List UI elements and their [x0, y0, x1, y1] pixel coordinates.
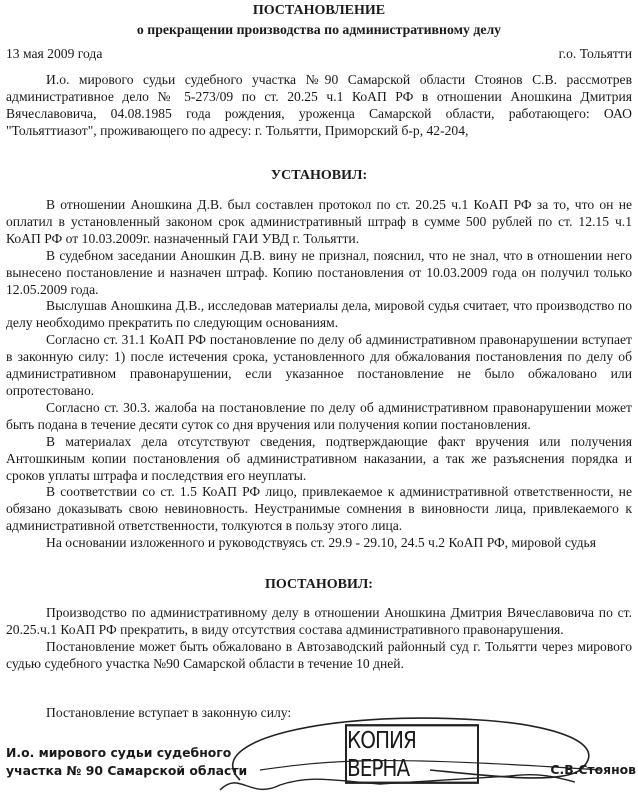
intro-block [6, 72, 632, 140]
paragraph: Согласно ст. 31.1 КоАП РФ постановление по делу об административном правонарушении вступает в законную силу: 1) после истечения срока, установленного для обжалования постановления по делу об административном правонарушении, если указанное постановление не было обжаловано или опротестовано. [6, 332, 632, 398]
paragraph: Постановление может быть обжаловано в Автозаводский районный суд г. Тольятти через мирового судью судебного участка №90 Самарской области в течение 10 дней. [6, 638, 632, 671]
ruled-block [6, 605, 632, 673]
copy-verified-stamp [345, 724, 479, 784]
paragraph: В судебном заседании Аношкин Д.В. вину не признал, пояснил, что не знал, что в отношении него вынесено постановление и назначен штраф. Копию постановления от 10.03.2009 года он получил только 12.05.2009 года. [6, 247, 632, 297]
paragraph: Согласно ст. 30.3. жалоба на постановление по делу об административном правонарушении может быть подана в течение десяти суток со дня вручения или получения копии постановления. [6, 399, 632, 432]
document-subtitle: о прекращении производства по административному делу [136, 22, 502, 37]
document-title: ПОСТАНОВЛЕНИЕ [252, 3, 386, 18]
paragraph: В материалах дела отсутствуют сведения, подтверждающие факт вручения или получения Антошкиным копии постановления об административном наказании, а так же разъяснения порядка и сроков уплаты штрафа и последствия его неуплаты. [6, 433, 632, 483]
paragraph: Производство по административному делу в отношении Аношкина Дмитрия Вячеславовича по ст. 20.25.ч.1 КоАП РФ прекратить, в виду отсутствия состава административного правонарушения. [6, 605, 632, 637]
paragraph: В соответствии со ст. 1.5 КоАП РФ лицо, привлекаемое к административной ответственности, не обязано доказывать свою невиновность. Неустранимые сомнения в виновности лица, привлекаемого к административной ответственности, толкуются в пользу этого лица. [6, 484, 632, 534]
stamp-text: КОПИЯ ВЕРНА [347, 726, 416, 782]
established-block [6, 197, 632, 552]
paragraph: В отношении Аношкина Д.В. был составлен протокол по ст. 20.25 ч.1 КоАП РФ за то, что он не оплатил в установленный законом срок административный штраф в сумме 500 рублей по ст. 12.15 ч.1 КоАП РФ от 10.03.2009г. назначенный ГАИ УВД г. Тольятти. [6, 197, 632, 246]
signatory-name: С.В.Стоянов [550, 762, 636, 777]
paragraph: Выслушав Аношкина Д.В., исследовав материалы дела, мировой судья считает, что производство по делу необходимо прекратить по следующим основаниям. [6, 298, 632, 331]
established-heading: УСТАНОВИЛ: [270, 168, 368, 183]
paragraph: На основании изложенного и руководствуясь ст. 29.9 - 29.10, 24.5 ч.2 КоАП РФ, мировой судья [46, 535, 596, 551]
document-date: 13 мая 2009 года [6, 46, 103, 61]
document-place: г.о. Тольятти [558, 46, 632, 61]
date-place-row [6, 46, 632, 62]
ruled-heading: ПОСТАНОВИЛ: [265, 577, 373, 592]
effective-note: Постановление вступает в законную силу: [46, 705, 292, 720]
position-line: И.о. мирового судьи судебного [6, 745, 232, 760]
position-line: участка № 90 Самарской области [6, 763, 248, 778]
intro-paragraph: И.о. мирового судьи судебного участка №90 Самарской области Стоянов С.В. рассмотрев административное дело № 5-273/09 по ст. 20.25 ч.1 КоАП РФ в отношении Аношкина Дмитрия Вячеславовича, 04.08.1985 года рождения, уроженца Самарской области, работающего: ОАО "Тольяттиазот", проживающего по адресу: г. Тольятти, Приморский б-р, 42-204, [6, 72, 632, 138]
